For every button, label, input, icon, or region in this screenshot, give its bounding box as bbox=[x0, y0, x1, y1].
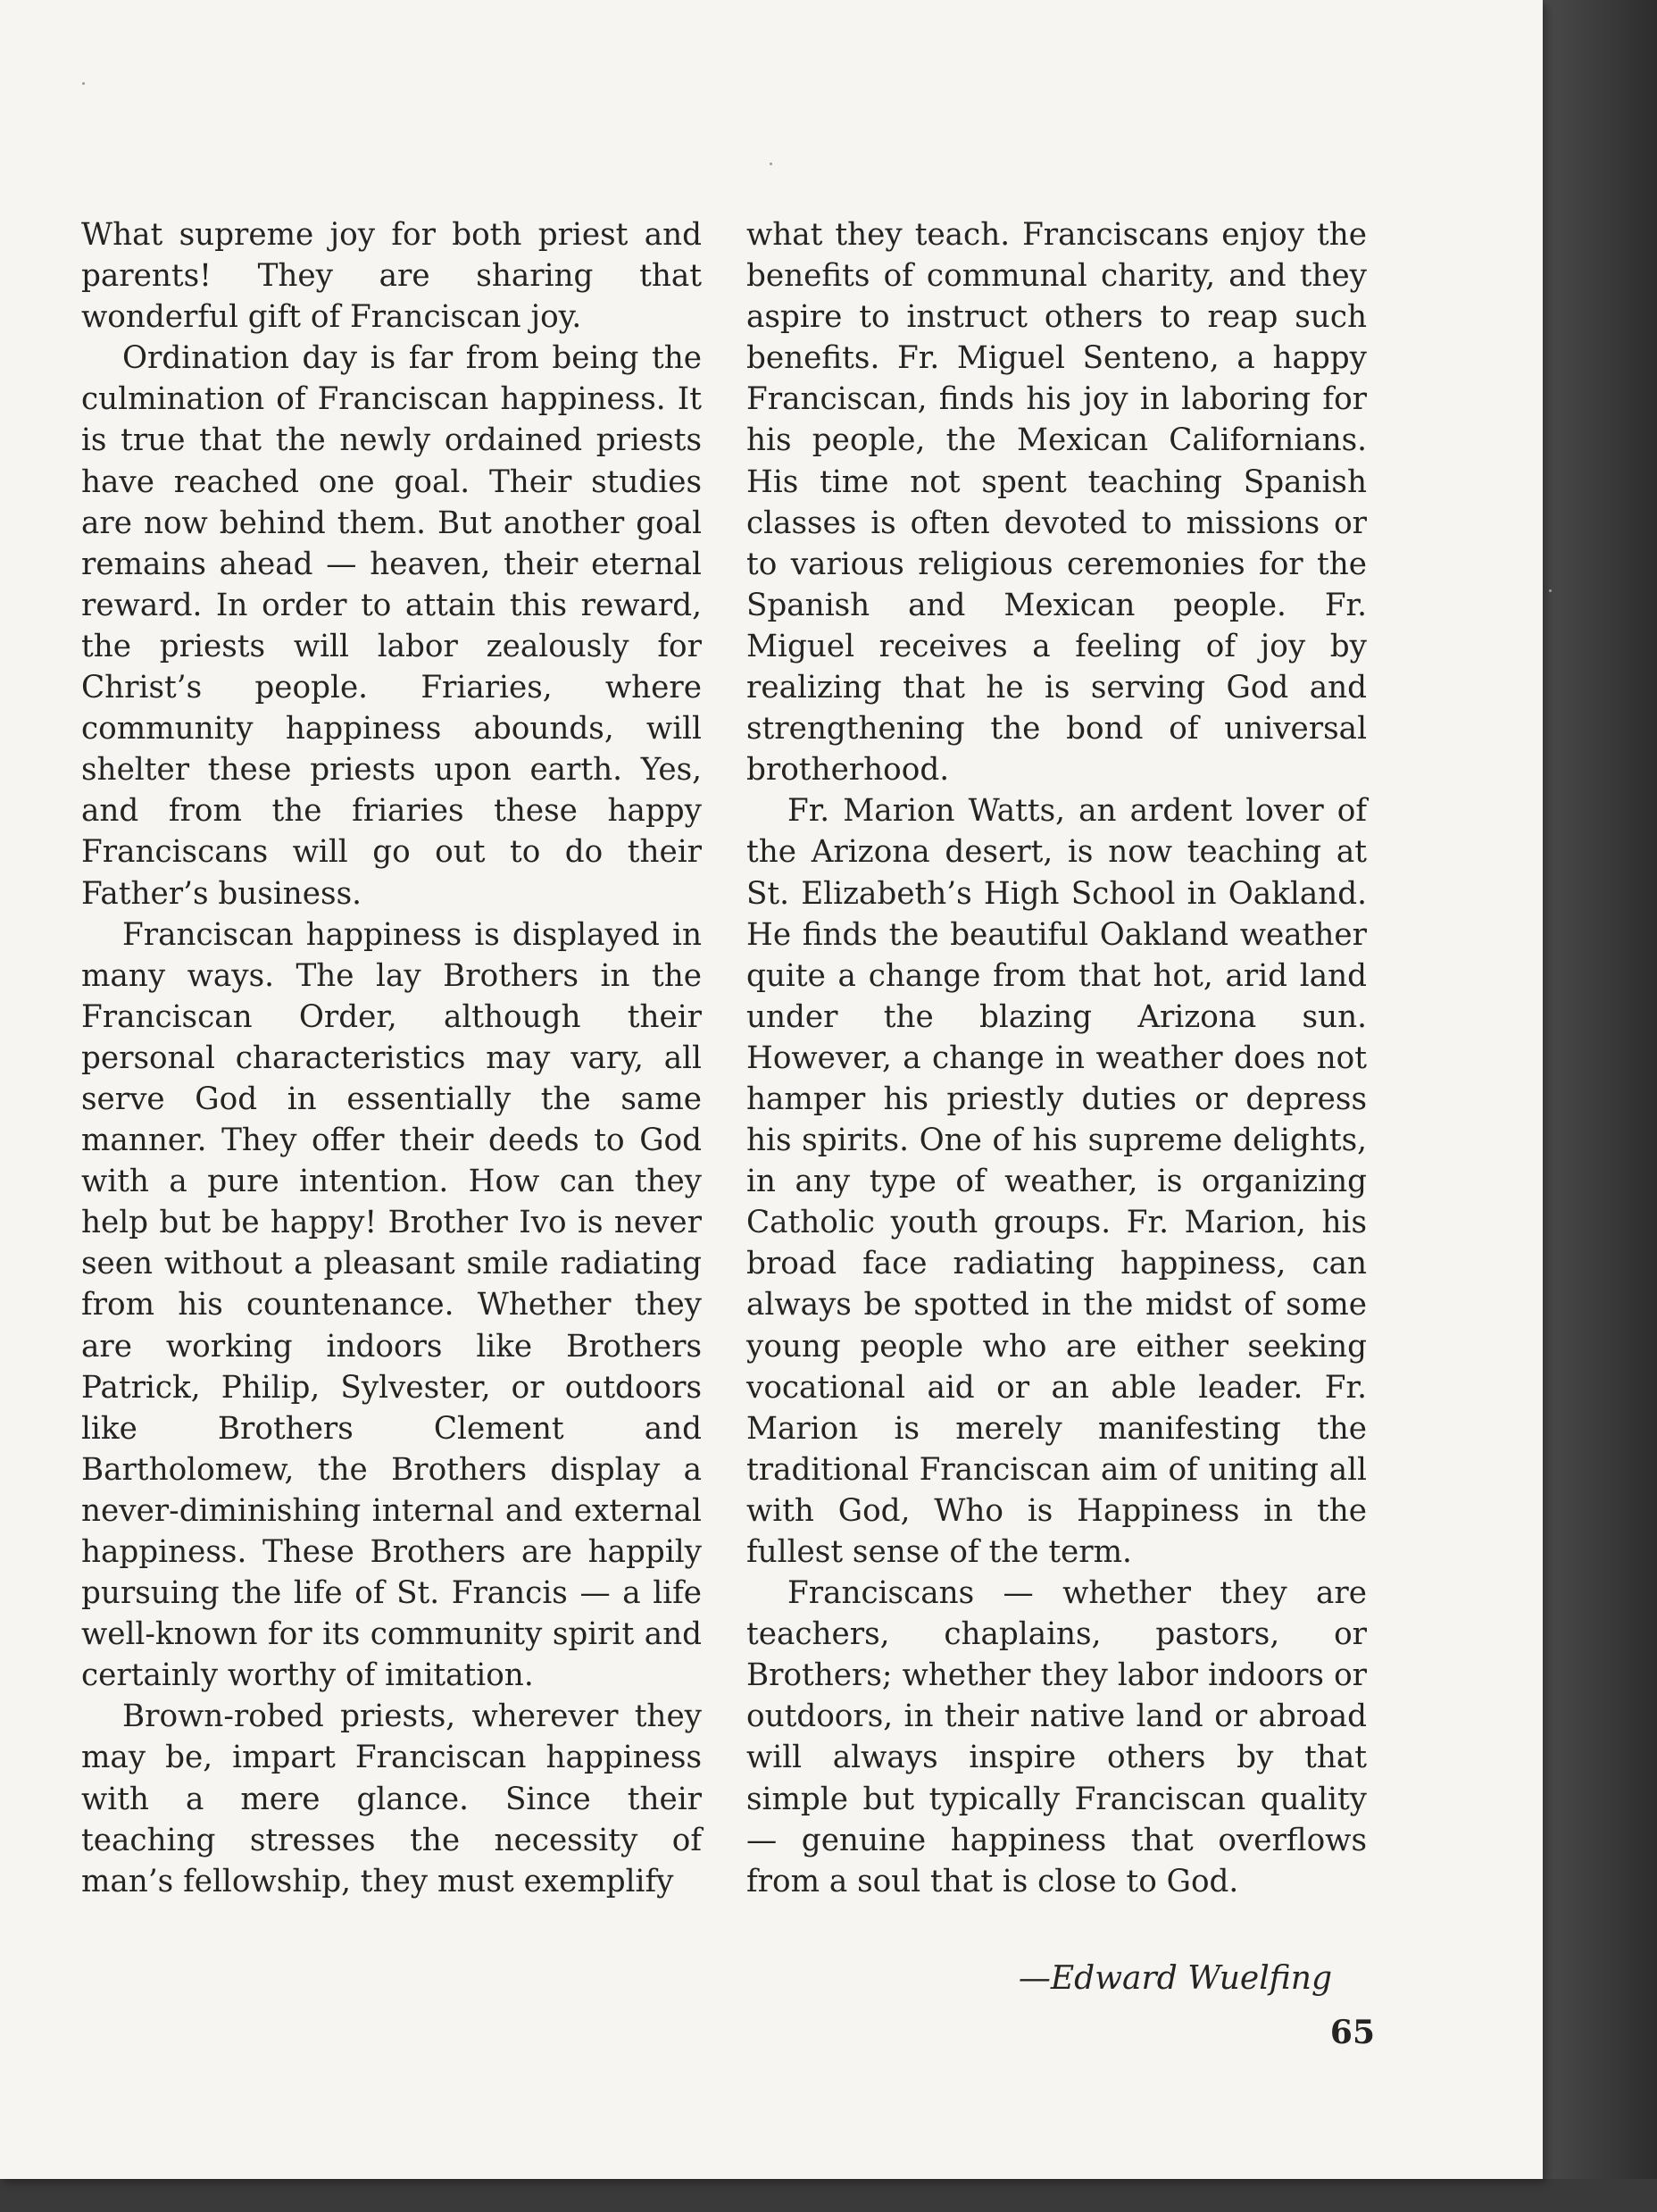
paragraph: what they teach. Franciscans enjoy the benefits of communal charity, and they aspire to instruct others to reap such benefits. Fr. Miguel Senteno, a happy Franciscan, finds his joy in laboring for his people, the Mexican Californians. His time not spent teaching Spanish classes is often devoted to missions or to various religious ceremonies for the Spanish and Mexican people. Fr. Miguel receives a feeling of joy by realizing that he is serving God and strengthening the bond of universal brotherhood. bbox=[746, 217, 1367, 789]
paper-speck bbox=[1549, 589, 1552, 592]
paragraph: What supreme joy for both priest and parents! They are sharing that wonderful gift of Franciscan joy. bbox=[81, 217, 702, 336]
paragraph: Franciscans — whether they are teachers, chaplains, pastors, or Brothers; whether they labor indoors or outdoors, in their native land or abroad will always inspire others by that simple but typically Franciscan quality — genuine happiness that overflows from a soul that is close to God. bbox=[746, 1575, 1367, 1899]
right-column bbox=[746, 214, 1367, 1902]
paragraph: Brown-robed priests, wherever they may be, impart Franciscan happiness with a mere glance. Since their teaching stresses the necessity of man’s fellowship, they must exemplify bbox=[81, 1699, 702, 1899]
paper-speck bbox=[770, 163, 772, 165]
paragraph: Franciscan happiness is displayed in many ways. The lay Brothers in the Franciscan Order, although their personal characteristics may vary, all serve God in essentially the same manner. They offer their deeds to God with a pure intention. How can they help but be happy! Brother Ivo is never seen without a pleasant smile radiating from his countenance. Whether they are working indoors like Brothers Patrick, Philip, Sylvester, or outdoors like Brothers Clement and Bartholomew, the Brothers display a never-diminishing internal and external happiness. These Brothers are happily pursuing the life of St. Francis — a life well-known for its community spirit and certainly worthy of imitation. bbox=[81, 916, 702, 1694]
scanner-background bbox=[1543, 0, 1657, 2212]
left-column bbox=[81, 214, 702, 1902]
scanner-background-bottom bbox=[0, 2179, 1657, 2212]
page-number: 65 bbox=[1329, 2014, 1375, 2051]
author-signature: —Edward Wuelfing bbox=[1018, 1960, 1332, 1997]
paragraph: Fr. Marion Watts, an ardent lover of the Arizona desert, is now teaching at St. Elizabeth’s High School in Oakland. He finds the beautiful Oakland weather quite a change from that hot, arid land under the blazing Arizona sun. However, a change in weather does not hamper his priestly duties or depress his spirits. One of his supreme delights, in any type of weather, is organizing Catholic youth groups. Fr. Marion, his broad face radiating happiness, can always be spotted in the midst of some young people who are either seeking vocational aid or an able leader. Fr. Marion is merely manifesting the traditional Franciscan aim of uniting all with God, Who is Happiness in the fullest sense of the term. bbox=[746, 793, 1367, 1570]
paper-speck bbox=[82, 82, 85, 85]
paragraph: Ordination day is far from being the culmination of Franciscan happiness. It is true that the newly ordained priests have reached one goal. Their studies are now behind them. But another goal remains ahead — heaven, their eternal reward. In order to attain this reward, the priests will labor zealously for Christ’s people. Friaries, where community happiness abounds, will shelter these priests upon earth. Yes, and from the friaries these happy Franciscans will go out to do their Father’s business. bbox=[81, 340, 702, 912]
